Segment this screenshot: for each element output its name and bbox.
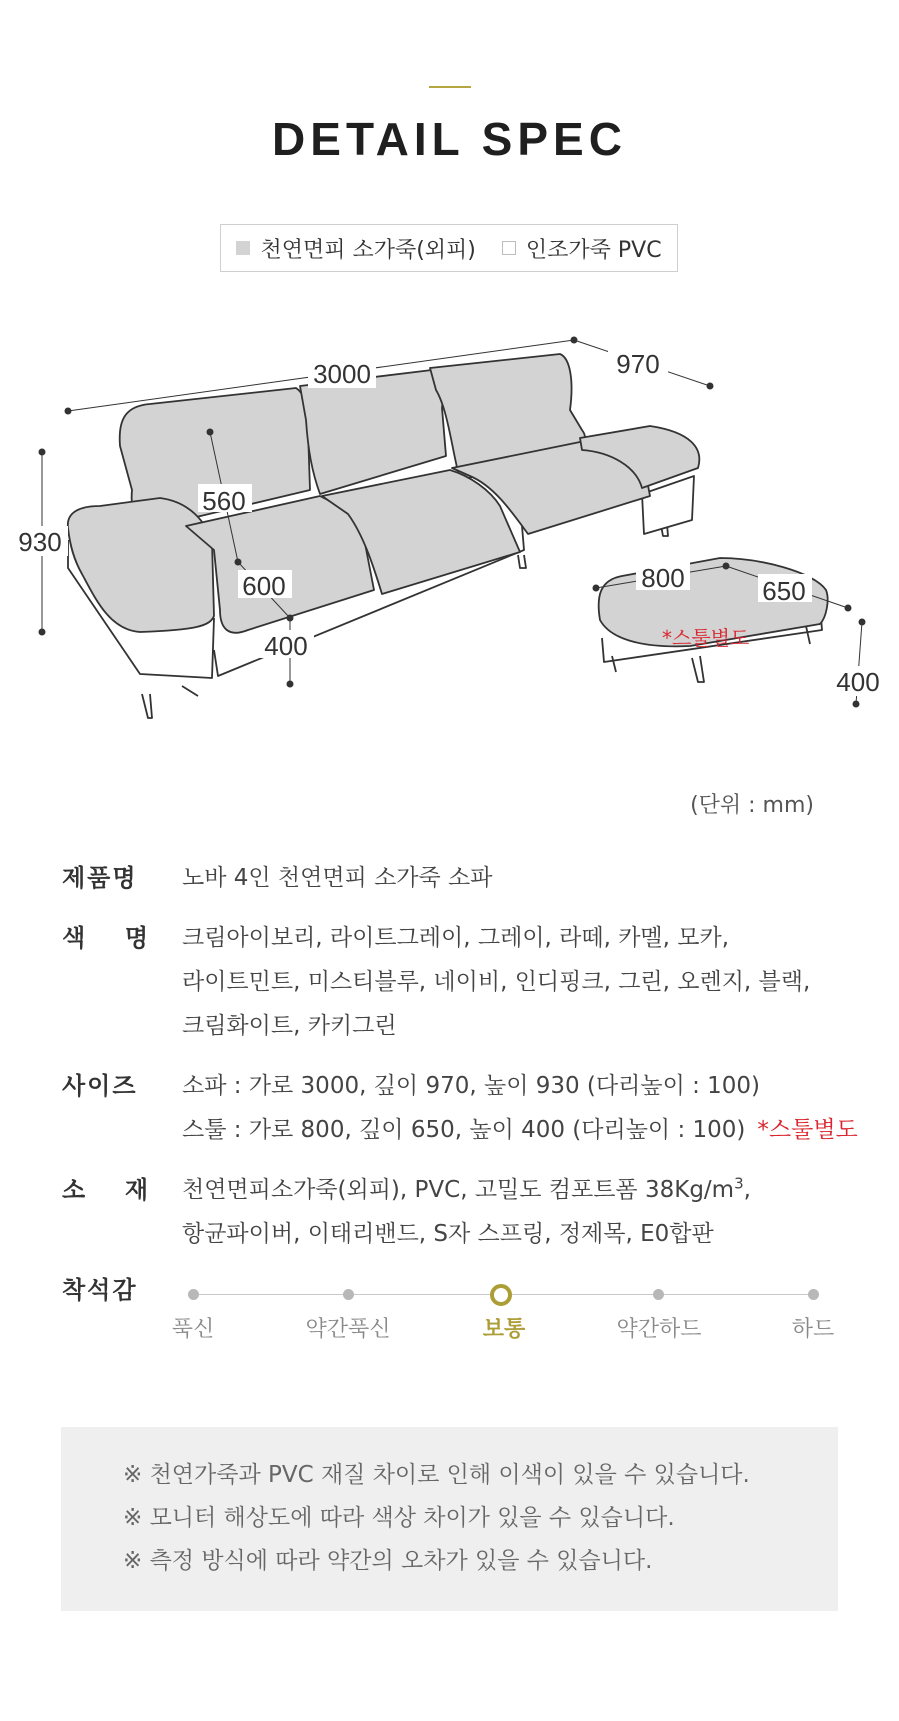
dim-dot <box>207 429 213 435</box>
spec-label-color-char-2: 명 <box>124 924 148 952</box>
material-line-1-end: , <box>743 1177 751 1203</box>
spec-label-product-name: 제품명 <box>62 864 138 892</box>
sofa-leg-front-left <box>142 694 152 718</box>
seating-label-selected: 보통 <box>482 1317 526 1342</box>
material-line-1: 천연면피소가죽(외피), PVC, 고밀도 컴포트폼 38Kg/m <box>182 1177 735 1203</box>
seating-label-4: 약간하드 <box>616 1317 702 1342</box>
dim-dot <box>65 408 71 414</box>
legend-label-leather: 천연면피 소가죽(외피) <box>260 237 476 263</box>
spec-label-size: 사이즈 <box>62 1072 138 1100</box>
notice-line-1: ※ 천연가죽과 PVC 재질 차이로 인해 이색이 있을 수 있습니다. <box>123 1462 750 1488</box>
color-line-1: 크림아이보리, 라이트그레이, 그레이, 라떼, 카멜, 모카, <box>182 925 729 951</box>
sofa-leg-front-left-2 <box>182 686 198 696</box>
size-stool-line <box>182 1108 882 1152</box>
spec-value-color <box>182 916 882 1048</box>
seating-dot-5 <box>808 1289 819 1300</box>
size-stool: 스툴 : 가로 800, 깊이 650, 높이 400 (다리높이 : 100) <box>182 1117 746 1143</box>
dim-label-back-height: 560 <box>202 486 246 516</box>
spec-label-color-char-1: 색 <box>62 924 86 952</box>
legend-item-pvc <box>502 233 662 264</box>
sofa-dimension-diagram <box>0 300 899 800</box>
dim-label-stool-depth: 650 <box>762 576 806 606</box>
spec-label-material-char-2: 재 <box>124 1176 148 1204</box>
sofa-left-arm <box>68 498 214 632</box>
dim-dot <box>593 585 599 591</box>
notice-line-3: ※ 측정 방식에 따라 약간의 오차가 있을 수 있습니다. <box>123 1548 653 1574</box>
dim-label-sofa-height: 930 <box>18 527 62 557</box>
seating-label-2: 약간푹신 <box>305 1317 391 1342</box>
size-stool-note: *스툴별도 <box>757 1117 858 1143</box>
filled-square-icon <box>236 241 250 255</box>
dim-dot <box>845 605 851 611</box>
notice-box <box>61 1427 838 1611</box>
seating-dot-2 <box>343 1289 354 1300</box>
empty-square-icon <box>502 241 516 255</box>
legend-label-pvc: 인조가죽 PVC <box>525 237 662 263</box>
dim-dot <box>39 449 45 455</box>
dim-label-seat-height: 400 <box>264 631 308 661</box>
material-line-2: 항균파이버, 이태리밴드, S자 스프링, 정제목, E0합판 <box>182 1221 714 1247</box>
material-legend <box>220 224 678 272</box>
spec-label-seating: 착석감 <box>62 1276 138 1304</box>
color-line-3: 크림화이트, 카키그린 <box>182 1013 397 1039</box>
dim-dot <box>39 629 45 635</box>
seating-dot-selected <box>490 1284 512 1306</box>
dim-label-sofa-depth: 970 <box>616 349 660 379</box>
material-superscript: 3 <box>734 1174 744 1193</box>
sofa-leg-middle <box>518 555 526 568</box>
dim-dot <box>859 619 865 625</box>
page-title: DETAIL SPEC <box>272 113 627 165</box>
size-sofa: 소파 : 가로 3000, 깊이 970, 높이 930 (다리높이 : 100) <box>182 1073 761 1099</box>
spec-label-material-char-1: 소 <box>62 1176 86 1204</box>
spec-label-material <box>62 1168 148 1212</box>
seating-dot-1 <box>188 1289 199 1300</box>
dim-dot <box>853 701 859 707</box>
color-line-2: 라이트민트, 미스티블루, 네이비, 인디핑크, 그린, 오렌지, 블랙, <box>182 969 811 995</box>
title-accent-line <box>429 86 471 88</box>
diagram-stool-note: *스툴별도 <box>662 626 750 650</box>
spec-value-product-name: 노바 4인 천연면피 소가죽 소파 <box>182 865 493 891</box>
dim-dot <box>287 681 293 687</box>
unit-note: (단위 : mm) <box>690 793 814 818</box>
seating-label-1: 푹신 <box>171 1317 215 1342</box>
material-line-1-wrap <box>182 1168 882 1212</box>
dim-label-stool-width: 800 <box>641 563 685 593</box>
spec-value-size <box>182 1064 882 1152</box>
seating-label-5: 하드 <box>791 1317 835 1342</box>
stool-leg-front <box>692 656 704 682</box>
spec-label-color <box>62 916 148 960</box>
dim-label-sofa-width: 3000 <box>313 359 371 389</box>
dim-dot <box>707 383 713 389</box>
spec-value-material <box>182 1168 882 1256</box>
seating-dot-4 <box>653 1289 664 1300</box>
dim-label-stool-height: 400 <box>836 667 880 697</box>
notice-line-2: ※ 모니터 해상도에 따라 색상 차이가 있을 수 있습니다. <box>123 1505 675 1531</box>
dim-label-seat-depth: 600 <box>242 571 286 601</box>
legend-item-leather <box>236 233 475 264</box>
